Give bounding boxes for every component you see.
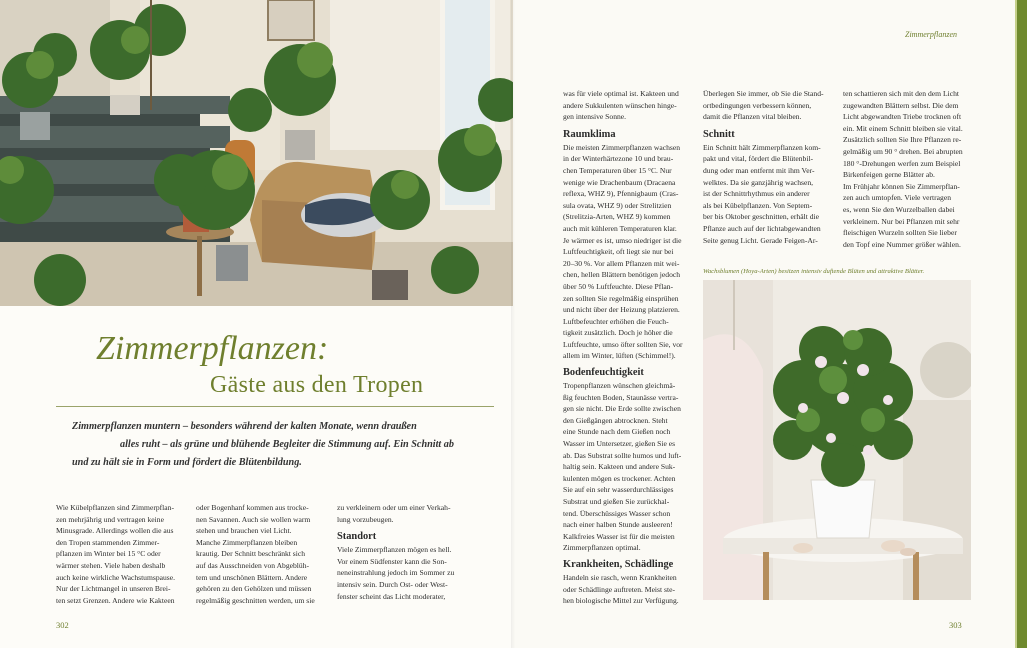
text-line: zen sollten Sie regelmäßig einsprühen: [563, 293, 679, 303]
text-line: Sie auf ein sehr wasserdurchlässiges: [563, 485, 674, 495]
page-edge-green: [1017, 0, 1027, 648]
text-column-4: [563, 88, 691, 607]
text-line: gen intensive Sonne.: [563, 112, 627, 122]
text-line: sula ovata, WHZ 9) oder Strelitzien: [563, 200, 672, 210]
text-line: wärmer stehen. Viele haben deshalb: [56, 560, 166, 570]
text-line: Im Frühjahr können Sie Zimmerpflan-: [843, 181, 960, 191]
text-line: 180 °-Drehungen werfen zum Beispiel: [843, 158, 961, 168]
text-line: ten schattieren sich mit den dem Licht: [843, 89, 959, 98]
text-line: Nur der Lichtmangel in unseren Brei-: [56, 584, 171, 594]
text-line: gehören zu den Gehölzen und müssen: [196, 584, 312, 594]
text-line: oder Bogenhanf kommen aus trocke-: [196, 503, 309, 512]
text-line: ten setzt Grenzen. Andere wie Kakteen: [56, 595, 175, 605]
text-line: kulenten mögen es trockener. Achten: [563, 473, 676, 483]
text-line: tigkeit zusätzlich. Doch je höher die: [563, 328, 673, 338]
text-line: allem im Winter, lüften (Schimmel!).: [563, 351, 676, 361]
text-line: ßig feuchten Boden, Staunässe vertra-: [563, 392, 679, 402]
text-line: tem und unschönen Blättern. Andere: [196, 572, 308, 582]
text-line: 20–30 %. Vor allem Pflanzen mit wei-: [563, 258, 680, 268]
text-line: chen, hellen Blättern benötigen jedoch: [563, 270, 681, 280]
text-line: andere Sukkulenten wünschen hinge-: [563, 100, 677, 110]
text-line: zugewandten Blättern selbst. Die dem: [843, 100, 959, 110]
text-line: gelmäßig um 90 ° drehen. Bei abrupten: [843, 146, 963, 156]
text-line: lung vorzubeugen.: [337, 514, 394, 524]
text-line: Kalkfreies Wasser ist für die meisten: [563, 531, 675, 541]
text-line: den Gießgängen abtrocknen. Steht: [563, 415, 668, 425]
text-line: pflanzen im Winter bei 15 °C oder: [56, 549, 161, 559]
hoya-photo-illustration: [703, 280, 971, 600]
text-line: Licht abgewandten Triebe trocknen oft: [843, 112, 962, 122]
text-line: verkleinern. Nur bei Pflanzen mit sehr: [843, 216, 960, 226]
text-line: Manche Zimmerpflanzen bleiben: [196, 537, 298, 547]
text-line: Luftfeuchtigkeit, oft liegt sie nur bei: [563, 247, 674, 257]
section-heading-raumklima: Raumklima: [563, 128, 616, 140]
page-title-line2: Gäste aus den Tropen: [210, 372, 424, 398]
text-line: hen biologische Mittel zur Verfügung.: [563, 596, 679, 606]
text-line: Überlegen Sie immer, ob Sie die Stand-: [703, 89, 824, 98]
text-line: (Strelitzia-Arten, WHZ 9) kommen: [563, 212, 671, 222]
intro-line: Zimmerpflanzen muntern – besonders während der kalten Monate, wenn draußen: [72, 421, 417, 432]
text-line: nach einer halben Stunde ausleeren!: [563, 520, 673, 530]
text-line: gen sie nicht. Die Erde sollte zwischen: [563, 404, 681, 414]
text-line: oder Schädlinge auftreten. Meist ste-: [563, 584, 675, 594]
text-line: dung oder man entfernt mit ihm Ver-: [703, 165, 815, 175]
intro-line: alles ruht – als grüne und blühende Begleiter die Stimmung auf. Ein Schnitt ab: [120, 439, 454, 450]
text-line: intensiv sein. Durch Ost- oder West-: [337, 579, 448, 589]
text-line: Handeln sie rasch, wenn Krankheiten: [563, 572, 677, 582]
running-head: Zimmerpflanzen: [905, 30, 957, 39]
section-heading-schnitt: Schnitt: [703, 128, 735, 140]
text-line: chen Temperaturen über 15 °C. Nur: [563, 165, 672, 175]
hero-photo-illustration: [0, 0, 513, 306]
text-line: es, wenn Sie den Wurzelballen dabei: [843, 204, 955, 214]
page-number-left: 302: [56, 620, 69, 630]
text-line: wenige wie Drachenbaum (Dracaena: [563, 177, 676, 187]
text-line: auf das Ausschneiden von Abgeblüh-: [196, 560, 310, 570]
text-line: den Tropen stammenden Zimmer-: [56, 537, 160, 547]
text-line: Birkenfeigen gerne Blätter ab.: [843, 170, 935, 180]
text-line: Ein Schnitt hält Zimmerpflanzen kom-: [703, 142, 821, 152]
intro-paragraph: [72, 418, 452, 472]
text-column-3: [337, 502, 463, 602]
text-line: was für viele optimal ist. Kakteen und: [563, 89, 679, 98]
text-line: Luftfeuchte, umso öfter sollten Sie, vor: [563, 339, 683, 349]
text-line: ab. Das Substrat sollte humos und luft-: [563, 450, 682, 460]
text-column-6: [843, 88, 971, 250]
text-line: Seite genug Licht. Gerade Feigen-Ar-: [703, 235, 818, 245]
text-line: Viele Zimmerpflanzen mögen es hell.: [337, 545, 452, 555]
text-line: regelmäßig geschnitten werden, um sie: [196, 595, 315, 605]
text-line: ist der Schnittrhythmus ein anderer: [703, 189, 810, 199]
text-line: ortbedingungen verbessern können,: [703, 100, 812, 110]
text-line: Je wärmer es ist, umso niedriger ist die: [563, 235, 682, 245]
text-line: fenster scheint das Licht moderater,: [337, 591, 446, 601]
text-line: eine Stunde nach dem Gießen noch: [563, 427, 671, 437]
text-line: damit die Pflanzen vital bleiben.: [703, 112, 802, 122]
text-line: nen Savannen. Auch sie wollen warm: [196, 514, 311, 524]
text-line: in der Winterhärtezone 10 und brau-: [563, 154, 674, 164]
text-line: zen mehrjährig und vertragen keine: [56, 514, 164, 524]
hero-photo-plants-room: [0, 0, 513, 306]
text-line: Minusgrade. Allerdings wollen die aus: [56, 526, 174, 536]
text-line: den Topf eine Nummer größer wählen.: [843, 239, 961, 249]
text-line: krautig. Der Schnitt beschränkt sich: [196, 549, 306, 559]
book-gutter: [511, 0, 515, 648]
text-line: Wasser im Untersetzer, gießen Sie es: [563, 439, 676, 449]
text-line: als bei Kübelpflanzen. Von Septem-: [703, 200, 813, 210]
title-divider: [56, 406, 494, 407]
text-line: ber bis Oktober geschnitten, erhält die: [703, 212, 819, 222]
page-number-right: 303: [949, 620, 962, 630]
section-heading-standort: Standort: [337, 531, 377, 543]
photo-caption: Wachsblumen (Hoya-Arten) besitzen intensiv duftende Blüten und attraktive Blätter.: [703, 268, 925, 275]
text-column-5: [703, 88, 831, 246]
text-line: Zusätzlich sollten Sie Ihre Pflanzen re-: [843, 135, 962, 145]
text-line: Luftbefeuchter erhöhen die Feuch-: [563, 316, 669, 326]
text-line: über 50 % Luftfeuchte. Diese Pflan-: [563, 281, 674, 291]
text-line: Wie Kübelpflanzen sind Zimmerpflan-: [56, 503, 174, 512]
hoya-plant-photo: [703, 280, 971, 600]
text-line: pakt und vital, fördert die Blütenbil-: [703, 154, 814, 164]
text-line: Pflanze auch auf der lichtabgewandten: [703, 223, 821, 233]
section-heading-krankheiten: Krankheiten, Schädlinge: [563, 558, 674, 570]
text-line: Vor einem Südfenster kann die Son-: [337, 556, 447, 566]
text-line: haltig sein. Kakteen und andere Suk-: [563, 462, 676, 472]
text-line: Die meisten Zimmerpflanzen wachsen: [563, 142, 681, 152]
text-column-2: [196, 502, 324, 606]
text-line: ein. Mit einem Schnitt bleiben sie vital.: [843, 123, 963, 133]
text-line: Substrat und gießen Sie zurückhal-: [563, 497, 670, 506]
text-line: auch mit kühleren Temperaturen klar.: [563, 223, 677, 233]
page-title-line1: Zimmerpflanzen:: [96, 330, 329, 367]
text-line: zu verkleinern oder um einer Verkah-: [337, 503, 451, 512]
text-line: reflexa, WHZ 9), Pfennigbaum (Cras-: [563, 189, 679, 199]
text-line: zen auch umtopfen. Viele vertragen: [843, 193, 951, 203]
text-line: welktes. Da sie ganzjährig wachsen,: [703, 177, 814, 187]
text-line: fleischigen Wurzeln sollten Sie lieber: [843, 228, 957, 238]
text-line: neneinstrahlung jedoch im Sommer zu: [337, 568, 455, 578]
text-line: auch keine wirkliche Wachstumspause.: [56, 572, 176, 582]
text-line: Tropenpflanzen wünschen gleichmä-: [563, 381, 676, 391]
section-heading-bodenfeuchtigkeit: Bodenfeuchtigkeit: [563, 367, 644, 379]
left-page: [0, 0, 513, 648]
text-line: tend. Überschüssiges Wasser schon: [563, 508, 671, 518]
text-line: und nicht über der Heizung platzieren.: [563, 305, 680, 315]
text-column-1: [56, 502, 182, 606]
intro-line: und zu hält sie in Form und fördert die Blütenbildung.: [72, 457, 302, 468]
text-line: Zimmerpflanzen optimal.: [563, 543, 641, 553]
text-line: stehen und brauchen viel Licht.: [196, 526, 292, 536]
